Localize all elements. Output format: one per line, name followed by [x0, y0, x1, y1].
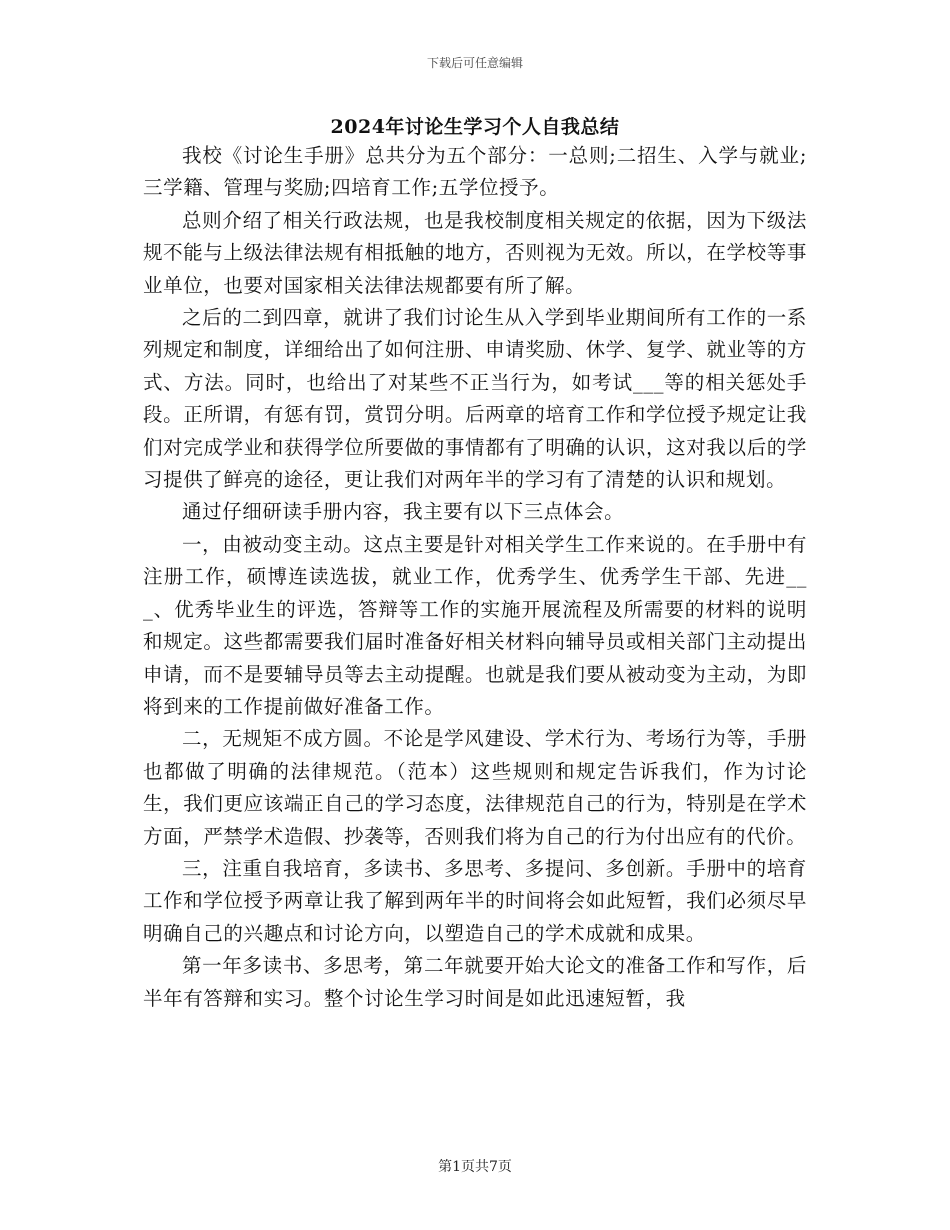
paragraph: 二，无规矩不成方圆。不论是学风建设、学术行为、考场行为等，手册也都做了明确的法律规范。（范本）这些规则和规定告诉我们，作为讨论生，我们更应该端正自己的学习态度，法律规范自己的行为，特别是在学术方面，严禁学术造假、抄袭等，否则我们将为自己的行为付出应有的代价。: [143, 727, 807, 848]
paragraph: 之后的二到四章，就讲了我们讨论生从入学到毕业期间所有工作的一系列规定和制度，详细给出了如何注册、申请奖励、休学、复学、就业等的方式、方法。同时，也给出了对某些不正当行为，如考试___等的相关惩处手段。正所谓，有惩有罚，赏罚分明。后两章的培育工作和学位授予规定让我们对完成学业和获得学位所要做的事情都有了明确的认识，这对我以后的学习提供了鲜亮的途径，更让我们对两年半的学习有了清楚的认识和规划。: [143, 306, 807, 492]
page-footer-number: 第1页共7页: [438, 1159, 512, 1175]
paragraph: 第一年多读书、多思考，第二年就要开始大论文的准备工作和写作，后半年有答辩和实习。整个讨论生学习时间是如此迅速短暂，我: [143, 954, 807, 1010]
document-body: [143, 140, 807, 1015]
paragraph: 总则介绍了相关行政法规，也是我校制度相关规定的依据，因为下级法规不能与上级法律法规有相抵触的地方，否则视为无效。所以，在学校等事业单位，也要对国家相关法律法规都要有所了解。: [143, 208, 807, 297]
paragraph: 一，由被动变主动。这点主要是针对相关学生工作来说的。在手册中有注册工作，硕博连读选拔，就业工作，优秀学生、优秀学生干部、先进___、优秀毕业生的评选，答辩等工作的实施开展流程及所需要的材料的说明和规定。这些都需要我们届时准备好相关材料向辅导员或相关部门主动提出申请，而不是要辅导员等去主动提醒。也就是我们要从被动变为主动，为即将到来的工作提前做好准备工作。: [143, 532, 807, 718]
paragraph: 通过仔细研读手册内容，我主要有以下三点体会。: [182, 500, 625, 524]
paragraph: 三，注重自我培育，多读书、多思考、多提问、多创新。手册中的培育工作和学位授予两章让我了解到两年半的时间将会如此短暂，我们必须尽早明确自己的兴趣点和讨论方向，以塑造自己的学术成就和成果。: [143, 856, 807, 945]
paragraph: 我校《讨论生手册》总共分为五个部分：一总则;二招生、入学与就业;三学籍、管理与奖励;四培育工作;五学位授予。: [143, 144, 807, 200]
document-title: 2024年讨论生学习个人自我总结: [330, 116, 620, 138]
page-header-note: 下载后可任意编辑: [426, 56, 523, 70]
